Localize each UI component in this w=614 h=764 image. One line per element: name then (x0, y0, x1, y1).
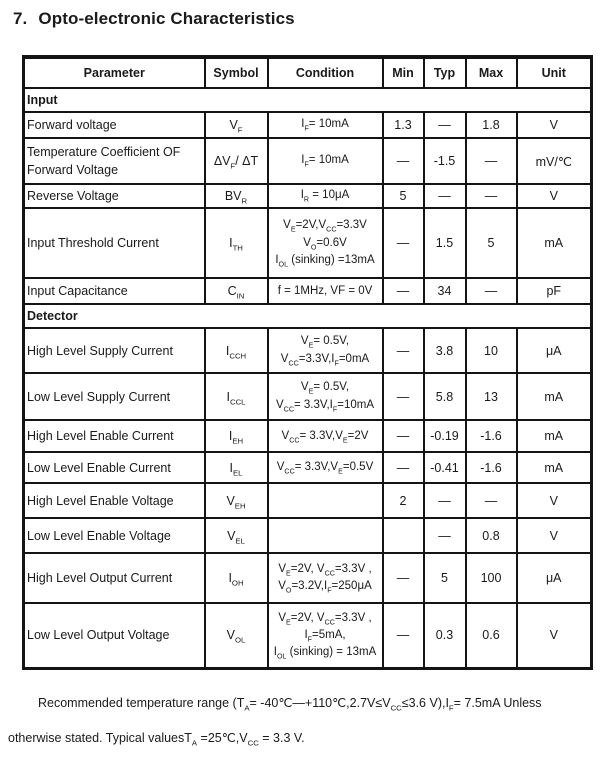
symbol-cell: $I_{OH}$ (205, 553, 268, 603)
unit-cell: mA (517, 420, 592, 452)
max-cell: 13 (466, 373, 517, 420)
parameter-cell: Low Level Enable Current (24, 452, 205, 483)
typ-cell: 5 (424, 553, 466, 603)
unit-cell: V (517, 184, 592, 208)
typ-cell: 34 (424, 278, 466, 304)
column-header-parameter: Parameter (24, 57, 205, 88)
parameter-cell: High Level Enable Current (24, 420, 205, 452)
parameter-cell: Reverse Voltage (24, 184, 205, 208)
max-cell: -1.6 (466, 452, 517, 483)
parameter-cell: High Level Output Current (24, 553, 205, 603)
column-header-min: Min (383, 57, 424, 88)
footnote-line-2: otherwise stated. Typical valuesT$_A$ $=25℃,V_{CC} = 3.3$ V. (8, 730, 305, 748)
symbol-cell: $I_{EH}$ (205, 420, 268, 452)
max-cell: 10 (466, 328, 517, 373)
typ-cell: 5.8 (424, 373, 466, 420)
typ-cell: — (424, 112, 466, 138)
condition-cell (268, 518, 383, 553)
parameter-cell: Input Capacitance (24, 278, 205, 304)
unit-cell: V (517, 483, 592, 518)
unit-cell: mA (517, 208, 592, 278)
typ-cell: -0.41 (424, 452, 466, 483)
max-cell: — (466, 483, 517, 518)
condition-cell: $V_E= 0.5V$, $V_{CC}= 3.3V,I_F=10mA$ (268, 373, 383, 420)
symbol-cell: $I_{EL}$ (205, 452, 268, 483)
min-cell: 2 (383, 483, 424, 518)
column-header-unit: Unit (517, 57, 592, 88)
table-row (24, 112, 592, 138)
section-row (24, 88, 592, 112)
table-row (24, 553, 592, 603)
typ-cell: 0.3 (424, 603, 466, 668)
parameter-cell: Low Level Output Voltage (24, 603, 205, 668)
condition-cell: $V_E= 0.5V$, $V_{CC}=3.3V,I_F=0mA$ (268, 328, 383, 373)
condition-cell: $V_E=2V$, $V_{CC}=3.3V$ , $I_F=5mA$, $I_{OL}$ (sinking) = 13mA (268, 603, 383, 668)
min-cell: — (383, 603, 424, 668)
typ-cell: -0.19 (424, 420, 466, 452)
column-header-max: Max (466, 57, 517, 88)
max-cell: 5 (466, 208, 517, 278)
unit-cell: μA (517, 328, 592, 373)
table-row (24, 184, 592, 208)
symbol-cell: $I_{TH}$ (205, 208, 268, 278)
footnote-line-1: Recommended temperature range ($T_A=$ $-40℃—+110℃,2.7V\le V_{CC}\le 3.6$ $V),I_F= 7.5mA$ Unless (38, 695, 542, 713)
min-cell: — (383, 420, 424, 452)
symbol-cell: $I_{CCH}$ (205, 328, 268, 373)
min-cell: 1.3 (383, 112, 424, 138)
max-cell: — (466, 138, 517, 184)
unit-cell: mV/℃ (517, 138, 592, 184)
symbol-cell: $I_{CCL}$ (205, 373, 268, 420)
symbol-cell: $V_{EH}$ (205, 483, 268, 518)
condition-cell: $V_{CC}= 3.3V,V_E=0.5V$ (268, 452, 383, 483)
parameter-cell: Low Level Enable Voltage (24, 518, 205, 553)
table-row (24, 278, 592, 304)
unit-cell: mA (517, 452, 592, 483)
parameter-cell: High Level Enable Voltage (24, 483, 205, 518)
table-row (24, 603, 592, 668)
symbol-cell: $V_F$ (205, 112, 268, 138)
symbol-cell: $V_{OL}$ (205, 603, 268, 668)
section-title-text: Opto-electronic Characteristics (38, 9, 295, 28)
min-cell: — (383, 278, 424, 304)
min-cell (383, 518, 424, 553)
min-cell: — (383, 553, 424, 603)
typ-cell: — (424, 184, 466, 208)
unit-cell: V (517, 518, 592, 553)
table-row (24, 138, 592, 184)
min-cell: — (383, 373, 424, 420)
symbol-cell: $V_{EL}$ (205, 518, 268, 553)
unit-cell: mA (517, 373, 592, 420)
max-cell: 0.8 (466, 518, 517, 553)
unit-cell: V (517, 112, 592, 138)
max-cell: — (466, 278, 517, 304)
parameter-cell: Low Level Supply Current (24, 373, 205, 420)
parameter-cell: High Level Supply Current (24, 328, 205, 373)
min-cell: 5 (383, 184, 424, 208)
parameter-cell: Temperature Coefficient OF Forward Voltage (24, 138, 205, 184)
min-cell: — (383, 138, 424, 184)
max-cell: -1.6 (466, 420, 517, 452)
column-header-typ: Typ (424, 57, 466, 88)
min-cell: — (383, 328, 424, 373)
parameter-cell: Forward voltage (24, 112, 205, 138)
table-row (24, 452, 592, 483)
condition-cell: $I_R = 10\mu A$ (268, 184, 383, 208)
table-row (24, 328, 592, 373)
section-label: Input (24, 88, 592, 112)
condition-cell: $I_F= 10mA$ (268, 112, 383, 138)
table-row (24, 208, 592, 278)
unit-cell: V (517, 603, 592, 668)
condition-cell: $I_F= 10mA$ (268, 138, 383, 184)
min-cell: — (383, 208, 424, 278)
header-row (24, 57, 592, 88)
page-title (13, 9, 614, 29)
parameter-cell: Input Threshold Current (24, 208, 205, 278)
condition-cell (268, 483, 383, 518)
table-row (24, 518, 592, 553)
table-row (24, 373, 592, 420)
condition-cell: $V_{CC}= 3.3V,V_E=2V$ (268, 420, 383, 452)
max-cell: 100 (466, 553, 517, 603)
column-header-condition: Condition (268, 57, 383, 88)
column-header-symbol: Symbol (205, 57, 268, 88)
typ-cell: 1.5 (424, 208, 466, 278)
unit-cell: μA (517, 553, 592, 603)
typ-cell: — (424, 483, 466, 518)
max-cell: 0.6 (466, 603, 517, 668)
typ-cell: -1.5 (424, 138, 466, 184)
typ-cell: 3.8 (424, 328, 466, 373)
symbol-cell: $\Delta V_F/$ ΔT (205, 138, 268, 184)
section-row (24, 304, 592, 328)
table-row (24, 483, 592, 518)
section-label: Detector (24, 304, 592, 328)
symbol-cell: $BV_R$ (205, 184, 268, 208)
min-cell: — (383, 452, 424, 483)
condition-cell: $V_E=2V,V_{CC}=3.3V$ $V_O=0.6V$ $I_{OL}$ (sinking) =13mA (268, 208, 383, 278)
max-cell: 1.8 (466, 112, 517, 138)
max-cell: — (466, 184, 517, 208)
condition-cell: $V_E=2V$, $V_{CC}=3.3V$ , $V_O=3.2V,I_F=250\mu A$ (268, 553, 383, 603)
typ-cell: — (424, 518, 466, 553)
table-row (24, 420, 592, 452)
opto-electronic-characteristics-table (22, 55, 593, 670)
unit-cell: pF (517, 278, 592, 304)
condition-cell: f = 1MHz, VF = 0V (268, 278, 383, 304)
table-body (24, 88, 592, 668)
section-number: 7. (13, 9, 28, 28)
symbol-cell: $C_{IN}$ (205, 278, 268, 304)
